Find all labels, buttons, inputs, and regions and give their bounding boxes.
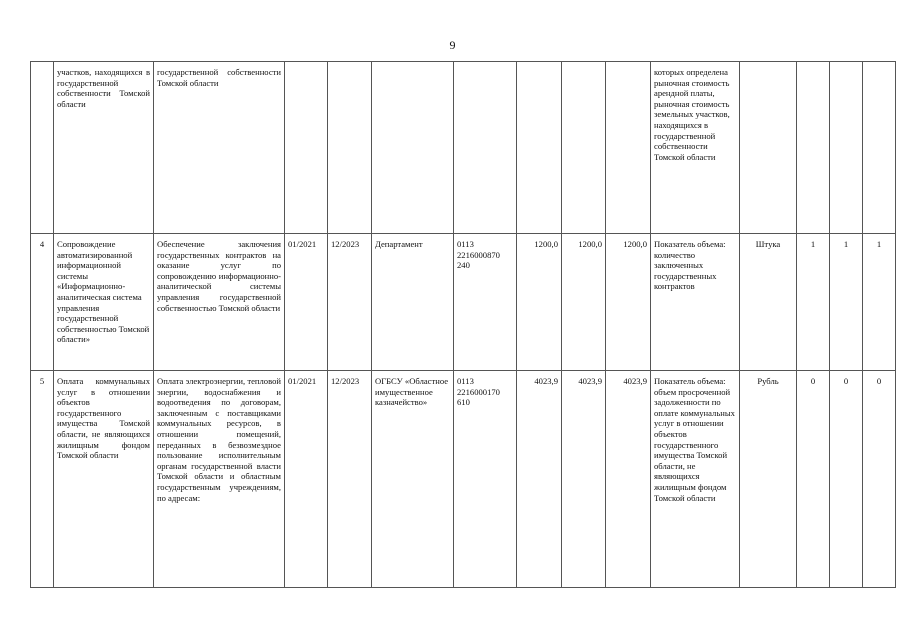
indicator: Показатель объема: количество заключенных государственных контрактов (651, 234, 740, 371)
indicator: Показатель объема: объем просроченной задолженности по оплате коммунальных услуг в отношении объектов государственного имущества Томской области, не являющихся жилищным фондом Томской области (651, 371, 740, 588)
start-date: 01/2021 (285, 234, 328, 371)
budget-code: 0113 2216000170 610 (454, 371, 517, 588)
value-year-3: 0 (863, 371, 896, 588)
measure-name: участков, находящихся в государственной собственности Томской области (54, 62, 154, 234)
end-date (328, 62, 372, 234)
unit (740, 62, 797, 234)
measure-name: Оплата коммунальных услуг в отношении объектов государственного имущества Томской области, не являющихся жилищным фондом Томской области (54, 371, 154, 588)
funding-year-3: 1200,0 (606, 234, 651, 371)
funding-year-1 (517, 62, 562, 234)
value-year-1: 1 (797, 234, 830, 371)
row-number: 4 (31, 234, 54, 371)
row-number: 5 (31, 371, 54, 588)
budget-code (454, 62, 517, 234)
executor: ОГБСУ «Областное имущественное казначейство» (372, 371, 454, 588)
value-year-3 (863, 62, 896, 234)
funding-year-2: 4023,9 (562, 371, 606, 588)
page-number: 9 (449, 38, 456, 52)
measure-description: государственной собственности Томской области (154, 62, 285, 234)
program-measures-table (30, 61, 896, 588)
value-year-2: 0 (830, 371, 863, 588)
executor: Департамент (372, 234, 454, 371)
funding-year-1: 1200,0 (517, 234, 562, 371)
measure-description: Оплата электроэнергии, тепловой энергии, водоснабжения и водоотведения по договорам, заключенным с поставщиками коммунальных ресурсов, в отношении помещений, переданных в безвозмездное пользование исполнительным органам государственной власти Томской области и областным государственным учреждениям, по адресам: (154, 371, 285, 588)
row-number (31, 62, 54, 234)
value-year-1: 0 (797, 371, 830, 588)
value-year-2: 1 (830, 234, 863, 371)
value-year-2 (830, 62, 863, 234)
value-year-1 (797, 62, 830, 234)
measure-name: Сопровождение автоматизированной информационной системы «Информационно-аналитическая система управления государственной собственностью Томской области» (54, 234, 154, 371)
end-date: 12/2023 (328, 371, 372, 588)
funding-year-2: 1200,0 (562, 234, 606, 371)
unit: Рубль (740, 371, 797, 588)
table-row (31, 62, 896, 234)
unit: Штука (740, 234, 797, 371)
end-date: 12/2023 (328, 234, 372, 371)
funding-year-3: 4023,9 (606, 371, 651, 588)
start-date: 01/2021 (285, 371, 328, 588)
table-row (31, 234, 896, 371)
start-date (285, 62, 328, 234)
budget-code: 0113 2216000870 240 (454, 234, 517, 371)
value-year-3: 1 (863, 234, 896, 371)
table-row (31, 371, 896, 588)
measure-description: Обеспечение заключения государственных контрактов на оказание услуг по сопровождению информационно-аналитической системы управления государственной собственностью Томской области (154, 234, 285, 371)
funding-year-3 (606, 62, 651, 234)
funding-year-2 (562, 62, 606, 234)
indicator: которых определена рыночная стоимость арендной платы, рыночная стоимость земельных участков, находящихся в государственной собственности Томской области (651, 62, 740, 234)
funding-year-1: 4023,9 (517, 371, 562, 588)
executor (372, 62, 454, 234)
